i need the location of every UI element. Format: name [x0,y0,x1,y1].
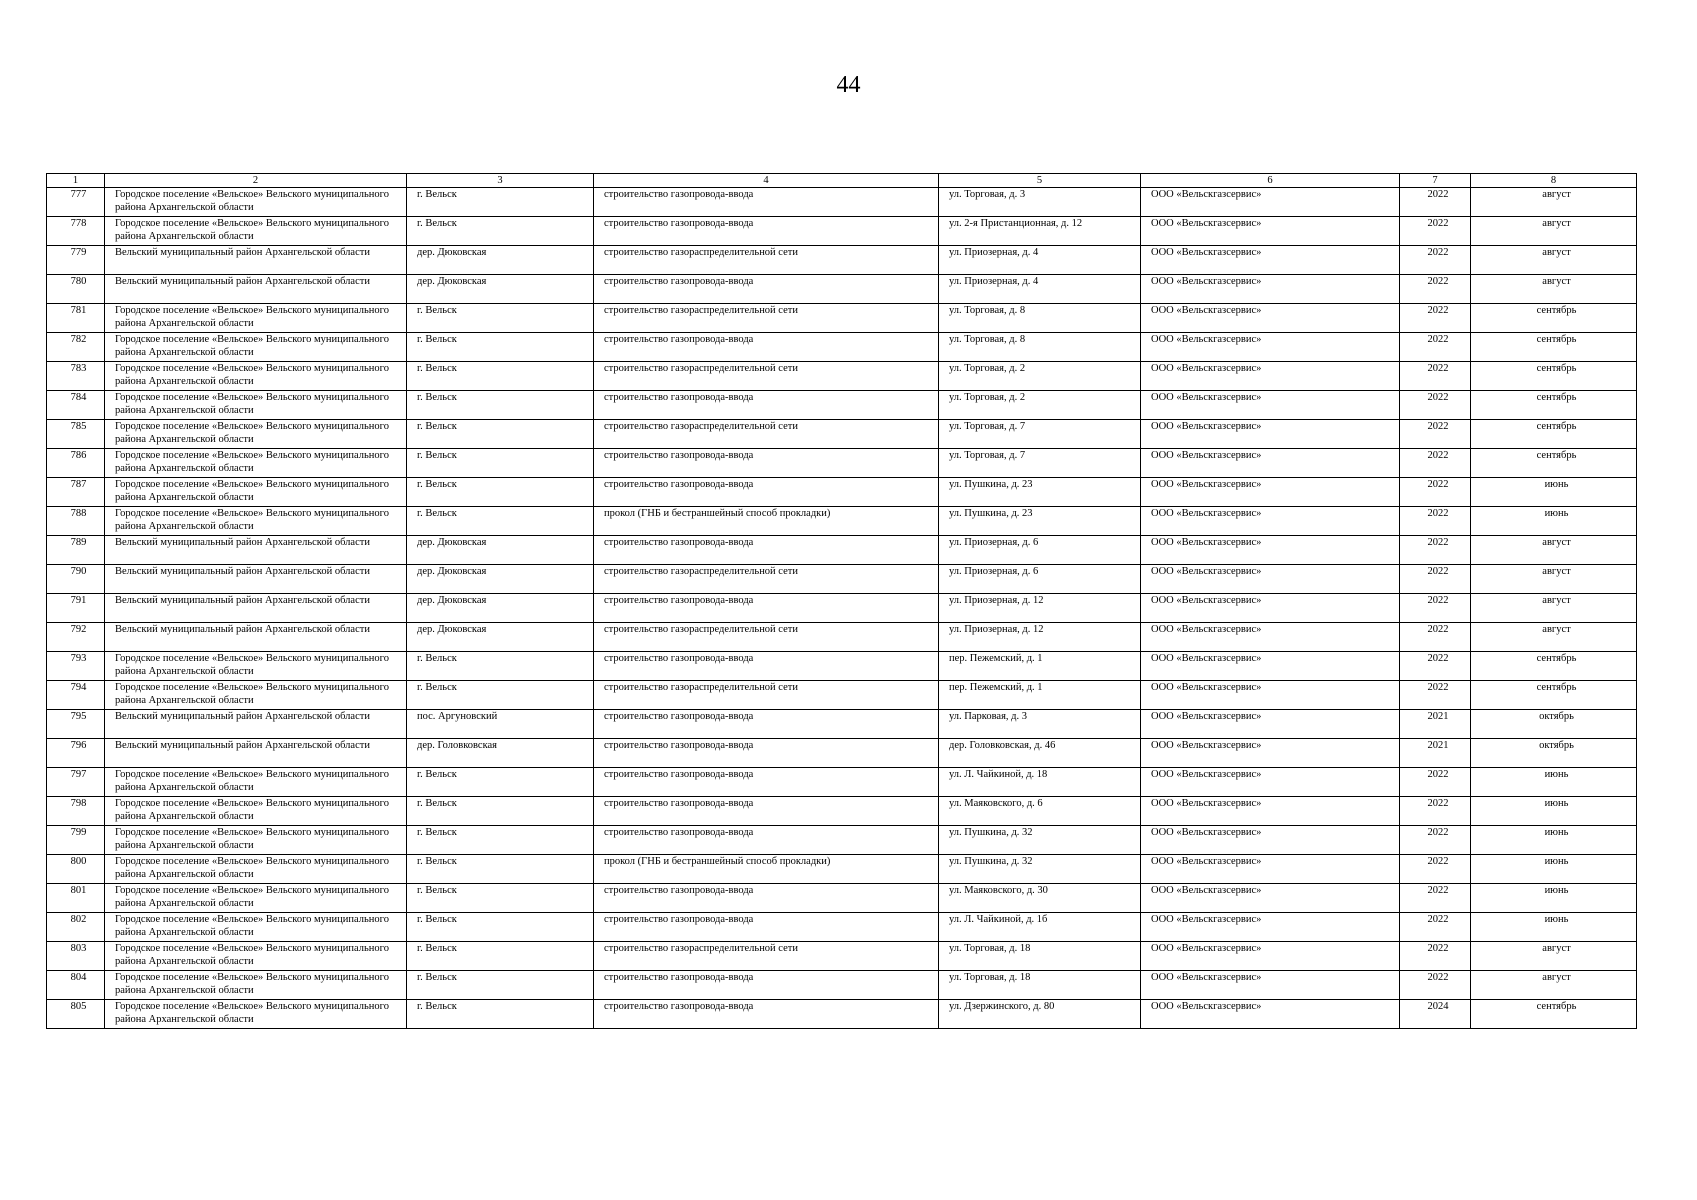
page-number: 44 [836,72,861,98]
locality-cell: дер. Дюковская [407,275,594,304]
month-cell: сентябрь [1471,449,1637,478]
row-number-cell: 785 [47,420,105,449]
address-cell: ул. Торговая, д. 7 [939,449,1141,478]
year-cell: 2024 [1400,1000,1471,1029]
municipality-cell: Городское поселение «Вельское» Вельского муниципального района Архангельской области [105,884,407,913]
month-cell: июнь [1471,478,1637,507]
address-cell: ул. Маяковского, д. 6 [939,797,1141,826]
municipality-cell: Городское поселение «Вельское» Вельского муниципального района Архангельской области [105,913,407,942]
row-number-cell: 791 [47,594,105,623]
year-cell: 2022 [1400,246,1471,275]
month-cell: сентябрь [1471,652,1637,681]
municipality-cell: Городское поселение «Вельское» Вельского муниципального района Архангельской области [105,420,407,449]
municipality-cell: Городское поселение «Вельское» Вельского муниципального района Архангельской области [105,768,407,797]
year-cell: 2022 [1400,507,1471,536]
organization-cell: ООО «Вельскгазсервис» [1141,304,1400,333]
year-cell: 2021 [1400,710,1471,739]
row-number-cell: 784 [47,391,105,420]
work-type-cell: строительство газораспределительной сети [594,565,939,594]
year-cell: 2022 [1400,391,1471,420]
month-cell: август [1471,275,1637,304]
work-type-cell: строительство газопровода-ввода [594,1000,939,1029]
year-cell: 2022 [1400,594,1471,623]
municipality-cell: Городское поселение «Вельское» Вельского муниципального района Архангельской области [105,391,407,420]
municipality-cell: Городское поселение «Вельское» Вельского муниципального района Архангельской области [105,188,407,217]
table-row [47,855,1637,884]
work-type-cell: прокол (ГНБ и бестраншейный способ прокладки) [594,855,939,884]
organization-cell: ООО «Вельскгазсервис» [1141,652,1400,681]
locality-cell: г. Вельск [407,768,594,797]
month-cell: август [1471,594,1637,623]
column-header: 3 [407,174,594,188]
row-number-cell: 795 [47,710,105,739]
organization-cell: ООО «Вельскгазсервис» [1141,420,1400,449]
work-type-cell: строительство газопровода-ввода [594,478,939,507]
locality-cell: г. Вельск [407,391,594,420]
municipality-cell: Вельский муниципальный район Архангельской области [105,275,407,304]
work-type-cell: строительство газораспределительной сети [594,246,939,275]
work-type-cell: строительство газопровода-ввода [594,739,939,768]
table-row [47,217,1637,246]
work-type-cell: строительство газопровода-ввода [594,913,939,942]
locality-cell: г. Вельск [407,855,594,884]
row-number-cell: 805 [47,1000,105,1029]
locality-cell: дер. Дюковская [407,246,594,275]
row-number-cell: 804 [47,971,105,1000]
table-row [47,478,1637,507]
organization-cell: ООО «Вельскгазсервис» [1141,362,1400,391]
locality-cell: г. Вельск [407,188,594,217]
column-header: 1 [47,174,105,188]
year-cell: 2022 [1400,797,1471,826]
row-number-cell: 800 [47,855,105,884]
municipality-cell: Вельский муниципальный район Архангельской области [105,594,407,623]
year-cell: 2022 [1400,913,1471,942]
month-cell: август [1471,217,1637,246]
work-type-cell: строительство газораспределительной сети [594,942,939,971]
organization-cell: ООО «Вельскгазсервис» [1141,768,1400,797]
row-number-cell: 797 [47,768,105,797]
work-type-cell: строительство газопровода-ввода [594,391,939,420]
organization-cell: ООО «Вельскгазсервис» [1141,333,1400,362]
municipality-cell: Городское поселение «Вельское» Вельского муниципального района Архангельской области [105,333,407,362]
month-cell: сентябрь [1471,1000,1637,1029]
year-cell: 2022 [1400,217,1471,246]
table-row [47,797,1637,826]
locality-cell: г. Вельск [407,304,594,333]
address-cell: ул. Пушкина, д. 23 [939,478,1141,507]
month-cell: июнь [1471,884,1637,913]
organization-cell: ООО «Вельскгазсервис» [1141,942,1400,971]
work-type-cell: строительство газораспределительной сети [594,623,939,652]
row-number-cell: 788 [47,507,105,536]
organization-cell: ООО «Вельскгазсервис» [1141,565,1400,594]
year-cell: 2022 [1400,362,1471,391]
address-cell: ул. Приозерная, д. 4 [939,246,1141,275]
locality-cell: г. Вельск [407,913,594,942]
month-cell: октябрь [1471,739,1637,768]
row-number-cell: 790 [47,565,105,594]
work-type-cell: прокол (ГНБ и бестраншейный способ прокладки) [594,507,939,536]
organization-cell: ООО «Вельскгазсервис» [1141,391,1400,420]
year-cell: 2022 [1400,536,1471,565]
locality-cell: г. Вельск [407,884,594,913]
year-cell: 2022 [1400,449,1471,478]
table-row [47,971,1637,1000]
locality-cell: г. Вельск [407,362,594,391]
work-type-cell: строительство газопровода-ввода [594,594,939,623]
year-cell: 2022 [1400,884,1471,913]
year-cell: 2022 [1400,826,1471,855]
locality-cell: г. Вельск [407,217,594,246]
municipality-cell: Городское поселение «Вельское» Вельского муниципального района Архангельской области [105,971,407,1000]
locality-cell: г. Вельск [407,507,594,536]
locality-cell: г. Вельск [407,420,594,449]
year-cell: 2022 [1400,304,1471,333]
municipality-cell: Городское поселение «Вельское» Вельского муниципального района Архангельской области [105,478,407,507]
municipality-cell: Городское поселение «Вельское» Вельского муниципального района Архангельской области [105,449,407,478]
table-row [47,710,1637,739]
municipality-cell: Вельский муниципальный район Архангельской области [105,710,407,739]
address-cell: пер. Пежемский, д. 1 [939,681,1141,710]
table-row [47,275,1637,304]
year-cell: 2022 [1400,420,1471,449]
month-cell: сентябрь [1471,681,1637,710]
table-row [47,652,1637,681]
month-cell: июнь [1471,826,1637,855]
table-row [47,188,1637,217]
organization-cell: ООО «Вельскгазсервис» [1141,217,1400,246]
locality-cell: г. Вельск [407,971,594,1000]
address-cell: ул. Приозерная, д. 12 [939,623,1141,652]
locality-cell: дер. Дюковская [407,565,594,594]
row-number-cell: 798 [47,797,105,826]
work-type-cell: строительство газопровода-ввода [594,797,939,826]
organization-cell: ООО «Вельскгазсервис» [1141,710,1400,739]
organization-cell: ООО «Вельскгазсервис» [1141,449,1400,478]
municipality-cell: Городское поселение «Вельское» Вельского муниципального района Архангельской области [105,507,407,536]
address-cell: ул. Дзержинского, д. 80 [939,1000,1141,1029]
locality-cell: г. Вельск [407,449,594,478]
address-cell: ул. Торговая, д. 7 [939,420,1141,449]
locality-cell: г. Вельск [407,942,594,971]
municipality-cell: Городское поселение «Вельское» Вельского муниципального района Архангельской области [105,1000,407,1029]
month-cell: август [1471,971,1637,1000]
table-row [47,913,1637,942]
organization-cell: ООО «Вельскгазсервис» [1141,275,1400,304]
year-cell: 2022 [1400,188,1471,217]
table-row [47,507,1637,536]
month-cell: август [1471,565,1637,594]
address-cell: ул. Маяковского, д. 30 [939,884,1141,913]
month-cell: август [1471,536,1637,565]
month-cell: сентябрь [1471,304,1637,333]
locality-cell: г. Вельск [407,652,594,681]
row-number-cell: 786 [47,449,105,478]
row-number-cell: 796 [47,739,105,768]
table-row [47,942,1637,971]
table-row [47,304,1637,333]
column-number-row [47,174,1637,188]
locality-cell: г. Вельск [407,826,594,855]
year-cell: 2022 [1400,565,1471,594]
municipality-cell: Городское поселение «Вельское» Вельского муниципального района Архангельской области [105,826,407,855]
organization-cell: ООО «Вельскгазсервис» [1141,594,1400,623]
address-cell: ул. Торговая, д. 2 [939,391,1141,420]
municipality-cell: Городское поселение «Вельское» Вельского муниципального района Архангельской области [105,652,407,681]
address-cell: ул. Пушкина, д. 23 [939,507,1141,536]
table-row [47,826,1637,855]
column-header: 8 [1471,174,1637,188]
month-cell: август [1471,942,1637,971]
row-number-cell: 781 [47,304,105,333]
work-type-cell: строительство газопровода-ввода [594,275,939,304]
table-row [47,391,1637,420]
organization-cell: ООО «Вельскгазсервис» [1141,623,1400,652]
work-type-cell: строительство газопровода-ввода [594,652,939,681]
table-row [47,594,1637,623]
locality-cell: дер. Дюковская [407,536,594,565]
column-header: 5 [939,174,1141,188]
municipality-cell: Городское поселение «Вельское» Вельского муниципального района Архангельской области [105,797,407,826]
municipality-cell: Городское поселение «Вельское» Вельского муниципального района Архангельской области [105,942,407,971]
table-row [47,739,1637,768]
municipality-cell: Городское поселение «Вельское» Вельского муниципального района Архангельской области [105,855,407,884]
municipality-cell: Городское поселение «Вельское» Вельского муниципального района Архангельской области [105,304,407,333]
month-cell: август [1471,623,1637,652]
address-cell: ул. Приозерная, д. 6 [939,536,1141,565]
column-header: 6 [1141,174,1400,188]
month-cell: сентябрь [1471,391,1637,420]
address-cell: ул. Пушкина, д. 32 [939,826,1141,855]
table-row [47,333,1637,362]
table-row [47,681,1637,710]
municipality-cell: Городское поселение «Вельское» Вельского муниципального района Архангельской области [105,217,407,246]
row-number-cell: 793 [47,652,105,681]
row-number-cell: 803 [47,942,105,971]
address-cell: ул. Торговая, д. 3 [939,188,1141,217]
municipality-cell: Городское поселение «Вельское» Вельского муниципального района Архангельской области [105,681,407,710]
month-cell: сентябрь [1471,420,1637,449]
address-cell: ул. Л. Чайкиной, д. 18 [939,768,1141,797]
address-cell: ул. 2-я Пристанционная, д. 12 [939,217,1141,246]
address-cell: ул. Приозерная, д. 12 [939,594,1141,623]
locality-cell: г. Вельск [407,333,594,362]
organization-cell: ООО «Вельскгазсервис» [1141,507,1400,536]
locality-cell: г. Вельск [407,797,594,826]
work-type-cell: строительство газопровода-ввода [594,449,939,478]
address-cell: ул. Л. Чайкиной, д. 1б [939,913,1141,942]
month-cell: октябрь [1471,710,1637,739]
organization-cell: ООО «Вельскгазсервис» [1141,188,1400,217]
table-row [47,449,1637,478]
organization-cell: ООО «Вельскгазсервис» [1141,855,1400,884]
organization-cell: ООО «Вельскгазсервис» [1141,681,1400,710]
month-cell: сентябрь [1471,333,1637,362]
register-table [46,173,1637,1029]
municipality-cell: Вельский муниципальный район Архангельской области [105,739,407,768]
work-type-cell: строительство газопровода-ввода [594,884,939,913]
work-type-cell: строительство газораспределительной сети [594,304,939,333]
work-type-cell: строительство газораспределительной сети [594,362,939,391]
year-cell: 2022 [1400,855,1471,884]
organization-cell: ООО «Вельскгазсервис» [1141,739,1400,768]
table-row [47,246,1637,275]
month-cell: июнь [1471,913,1637,942]
row-number-cell: 802 [47,913,105,942]
address-cell: ул. Приозерная, д. 4 [939,275,1141,304]
address-cell: ул. Торговая, д. 2 [939,362,1141,391]
year-cell: 2022 [1400,275,1471,304]
work-type-cell: строительство газораспределительной сети [594,681,939,710]
year-cell: 2022 [1400,971,1471,1000]
row-number-cell: 789 [47,536,105,565]
organization-cell: ООО «Вельскгазсервис» [1141,478,1400,507]
month-cell: сентябрь [1471,362,1637,391]
work-type-cell: строительство газопровода-ввода [594,217,939,246]
organization-cell: ООО «Вельскгазсервис» [1141,246,1400,275]
locality-cell: дер. Головковская [407,739,594,768]
row-number-cell: 780 [47,275,105,304]
row-number-cell: 792 [47,623,105,652]
year-cell: 2022 [1400,681,1471,710]
municipality-cell: Вельский муниципальный район Архангельской области [105,246,407,275]
locality-cell: г. Вельск [407,681,594,710]
row-number-cell: 799 [47,826,105,855]
year-cell: 2021 [1400,739,1471,768]
table-row [47,420,1637,449]
row-number-cell: 794 [47,681,105,710]
organization-cell: ООО «Вельскгазсервис» [1141,913,1400,942]
organization-cell: ООО «Вельскгазсервис» [1141,536,1400,565]
table-row [47,536,1637,565]
year-cell: 2022 [1400,623,1471,652]
organization-cell: ООО «Вельскгазсервис» [1141,884,1400,913]
table-row [47,565,1637,594]
year-cell: 2022 [1400,942,1471,971]
table-row [47,768,1637,797]
table-row [47,362,1637,391]
address-cell: ул. Приозерная, д. 6 [939,565,1141,594]
work-type-cell: строительство газопровода-ввода [594,768,939,797]
organization-cell: ООО «Вельскгазсервис» [1141,1000,1400,1029]
locality-cell: г. Вельск [407,478,594,507]
row-number-cell: 778 [47,217,105,246]
month-cell: август [1471,188,1637,217]
work-type-cell: строительство газопровода-ввода [594,710,939,739]
work-type-cell: строительство газопровода-ввода [594,536,939,565]
locality-cell: пос. Аргуновский [407,710,594,739]
column-header: 4 [594,174,939,188]
row-number-cell: 777 [47,188,105,217]
organization-cell: ООО «Вельскгазсервис» [1141,797,1400,826]
row-number-cell: 787 [47,478,105,507]
municipality-cell: Городское поселение «Вельское» Вельского муниципального района Архангельской области [105,362,407,391]
month-cell: июнь [1471,855,1637,884]
month-cell: июнь [1471,797,1637,826]
municipality-cell: Вельский муниципальный район Архангельской области [105,623,407,652]
year-cell: 2022 [1400,478,1471,507]
row-number-cell: 801 [47,884,105,913]
month-cell: июнь [1471,507,1637,536]
address-cell: ул. Торговая, д. 8 [939,333,1141,362]
row-number-cell: 779 [47,246,105,275]
work-type-cell: строительство газопровода-ввода [594,971,939,1000]
month-cell: июнь [1471,768,1637,797]
municipality-cell: Вельский муниципальный район Архангельской области [105,536,407,565]
address-cell: ул. Торговая, д. 8 [939,304,1141,333]
year-cell: 2022 [1400,333,1471,362]
locality-cell: дер. Дюковская [407,623,594,652]
row-number-cell: 782 [47,333,105,362]
year-cell: 2022 [1400,768,1471,797]
locality-cell: дер. Дюковская [407,594,594,623]
work-type-cell: строительство газопровода-ввода [594,188,939,217]
column-header: 2 [105,174,407,188]
organization-cell: ООО «Вельскгазсервис» [1141,971,1400,1000]
column-header: 7 [1400,174,1471,188]
address-cell: дер. Головковская, д. 46 [939,739,1141,768]
work-type-cell: строительство газопровода-ввода [594,333,939,362]
address-cell: ул. Торговая, д. 18 [939,942,1141,971]
address-cell: пер. Пежемский, д. 1 [939,652,1141,681]
table-row [47,623,1637,652]
municipality-cell: Вельский муниципальный район Архангельской области [105,565,407,594]
address-cell: ул. Пушкина, д. 32 [939,855,1141,884]
table-row [47,1000,1637,1029]
table-body [47,188,1637,1029]
address-cell: ул. Торговая, д. 18 [939,971,1141,1000]
locality-cell: г. Вельск [407,1000,594,1029]
address-cell: ул. Парковая, д. 3 [939,710,1141,739]
row-number-cell: 783 [47,362,105,391]
table-row [47,884,1637,913]
year-cell: 2022 [1400,652,1471,681]
organization-cell: ООО «Вельскгазсервис» [1141,826,1400,855]
month-cell: август [1471,246,1637,275]
work-type-cell: строительство газопровода-ввода [594,826,939,855]
work-type-cell: строительство газораспределительной сети [594,420,939,449]
